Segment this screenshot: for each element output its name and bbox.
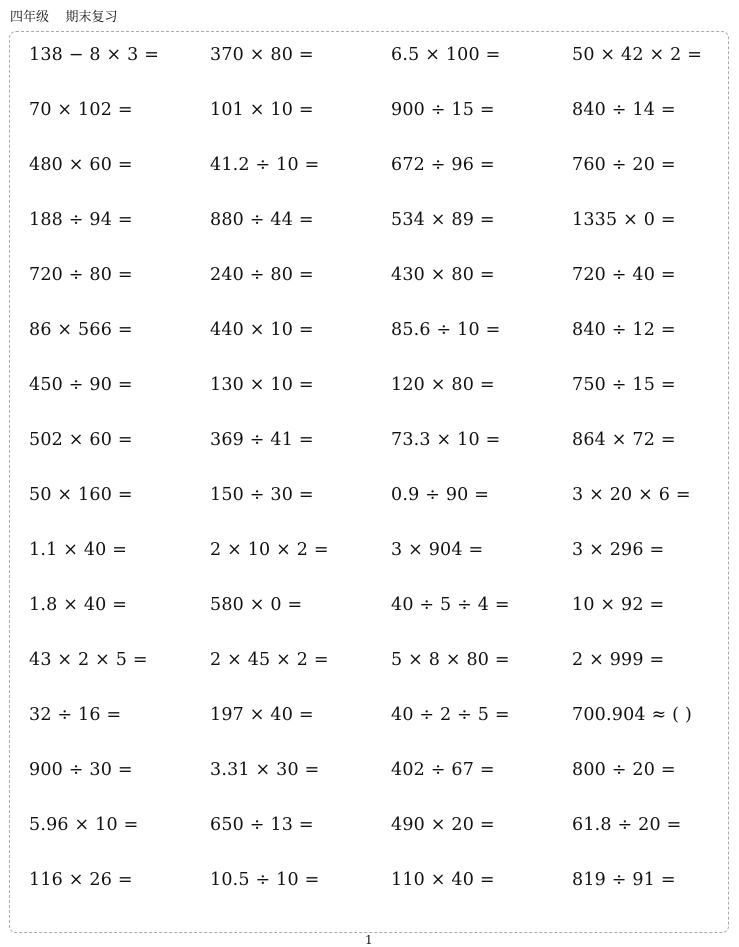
math-problem: 188 ÷ 94 = xyxy=(29,210,133,230)
math-problem: 85.6 ÷ 10 = xyxy=(391,320,501,340)
math-problem: 720 ÷ 80 = xyxy=(29,265,133,285)
math-problem: 110 × 40 = xyxy=(391,870,495,890)
math-problem: 819 ÷ 91 = xyxy=(572,870,676,890)
math-problem: 240 ÷ 80 = xyxy=(210,265,314,285)
math-problem: 800 ÷ 20 = xyxy=(572,760,676,780)
math-problem: 370 × 80 = xyxy=(210,45,314,65)
worksheet-header xyxy=(10,6,118,25)
math-problem: 150 ÷ 30 = xyxy=(210,485,314,505)
math-problem: 50 × 42 × 2 = xyxy=(572,45,703,65)
math-problem: 1.1 × 40 = xyxy=(29,540,128,560)
math-problem: 5 × 8 × 80 = xyxy=(391,650,510,670)
math-problem: 490 × 20 = xyxy=(391,815,495,835)
math-problem: 864 × 72 = xyxy=(572,430,676,450)
math-problem: 50 × 160 = xyxy=(29,485,133,505)
problem-grid xyxy=(29,41,729,921)
math-problem: 840 ÷ 12 = xyxy=(572,320,676,340)
page-number: 1 xyxy=(365,933,373,947)
math-problem: 450 ÷ 90 = xyxy=(29,375,133,395)
math-problem: 480 × 60 = xyxy=(29,155,133,175)
math-problem: 3 × 904 = xyxy=(391,540,484,560)
math-problem: 1.8 × 40 = xyxy=(29,595,128,615)
math-problem: 120 × 80 = xyxy=(391,375,495,395)
math-problem: 1335 × 0 = xyxy=(572,210,676,230)
math-problem: 760 ÷ 20 = xyxy=(572,155,676,175)
math-problem: 900 ÷ 30 = xyxy=(29,760,133,780)
math-problem: 40 ÷ 5 ÷ 4 = xyxy=(391,595,510,615)
math-problem: 116 × 26 = xyxy=(29,870,133,890)
math-problem: 369 ÷ 41 = xyxy=(210,430,314,450)
math-problem: 900 ÷ 15 = xyxy=(391,100,495,120)
math-problem: 650 ÷ 13 = xyxy=(210,815,314,835)
math-problem: 73.3 × 10 = xyxy=(391,430,501,450)
review-label: 期末复习 xyxy=(65,10,118,25)
math-problem: 440 × 10 = xyxy=(210,320,314,340)
math-problem: 138 − 8 × 3 = xyxy=(29,45,160,65)
math-problem: 840 ÷ 14 = xyxy=(572,100,676,120)
math-problem: 86 × 566 = xyxy=(29,320,133,340)
math-problem: 430 × 80 = xyxy=(391,265,495,285)
math-problem: 10.5 ÷ 10 = xyxy=(210,870,320,890)
math-problem: 6.5 × 100 = xyxy=(391,45,501,65)
math-problem: 10 × 92 = xyxy=(572,595,665,615)
math-problem: 3.31 × 30 = xyxy=(210,760,320,780)
math-problem: 750 ÷ 15 = xyxy=(572,375,676,395)
math-problem: 5.96 × 10 = xyxy=(29,815,139,835)
math-problem: 720 ÷ 40 = xyxy=(572,265,676,285)
math-problem: 70 × 102 = xyxy=(29,100,133,120)
math-problem: 3 × 296 = xyxy=(572,540,665,560)
math-problem: 41.2 ÷ 10 = xyxy=(210,155,320,175)
math-problem: 32 ÷ 16 = xyxy=(29,705,122,725)
math-problem: 580 × 0 = xyxy=(210,595,303,615)
math-problem: 534 × 89 = xyxy=(391,210,495,230)
math-problem: 197 × 40 = xyxy=(210,705,314,725)
math-problem: 101 × 10 = xyxy=(210,100,314,120)
math-problem: 700.904 ≈ ( ) xyxy=(572,705,692,725)
math-problem: 43 × 2 × 5 = xyxy=(29,650,148,670)
math-problem: 2 × 999 = xyxy=(572,650,665,670)
math-problem: 672 ÷ 96 = xyxy=(391,155,495,175)
math-problem: 502 × 60 = xyxy=(29,430,133,450)
math-problem: 880 ÷ 44 = xyxy=(210,210,314,230)
grade-label: 四年级 xyxy=(10,10,50,25)
math-problem: 3 × 20 × 6 = xyxy=(572,485,691,505)
math-problem: 402 ÷ 67 = xyxy=(391,760,495,780)
math-problem: 40 ÷ 2 ÷ 5 = xyxy=(391,705,510,725)
math-problem: 2 × 45 × 2 = xyxy=(210,650,329,670)
math-problem: 0.9 ÷ 90 = xyxy=(391,485,490,505)
math-problem: 130 × 10 = xyxy=(210,375,314,395)
math-problem: 61.8 ÷ 20 = xyxy=(572,815,682,835)
math-problem: 2 × 10 × 2 = xyxy=(210,540,329,560)
